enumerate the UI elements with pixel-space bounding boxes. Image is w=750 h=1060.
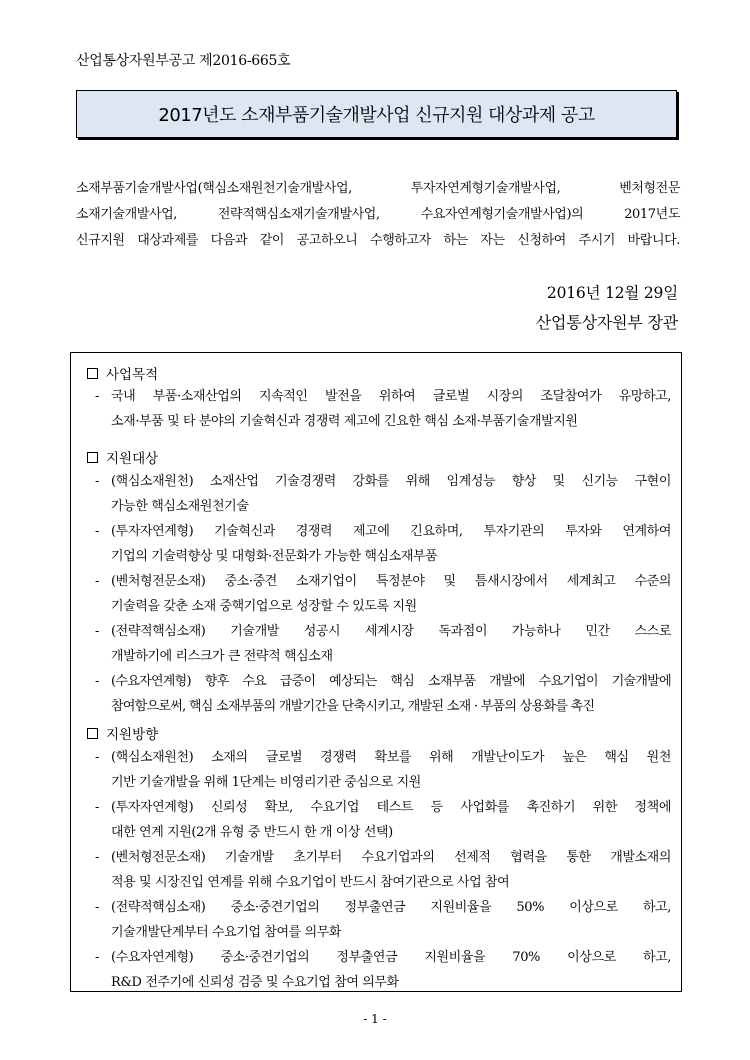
section-heading bbox=[87, 723, 158, 743]
intro-line: 소재기술개발사업, 전략적핵심소재기술개발사업, 수요자연계형기술개발사업)의 2017년도 bbox=[76, 207, 680, 222]
section-heading-label: 지원대상 bbox=[106, 451, 159, 467]
dash-bullet: - bbox=[95, 389, 99, 404]
dash-bullet: - bbox=[95, 474, 99, 489]
dash-bullet: - bbox=[95, 524, 99, 539]
item-line: 가능한 핵심소재원천기술 bbox=[111, 499, 249, 514]
dash-bullet: - bbox=[95, 750, 99, 765]
checkbox-square-icon bbox=[87, 728, 98, 739]
item-line: 대한 연계 지원(2개 유형 중 반드시 한 개 이상 선택) bbox=[111, 825, 393, 840]
dash-bullet: - bbox=[95, 900, 99, 915]
item-line: 기반 기술개발을 위해 1단계는 비영리기관 중심으로 지원 bbox=[111, 775, 421, 790]
list-item bbox=[95, 795, 671, 845]
item-line: (수요자연계형) 중소·중견기업의 정부출연금 지원비율을 70% 이상으로 하고, bbox=[111, 950, 671, 965]
notice-number: 산업통상자원부공고 제2016-665호 bbox=[76, 53, 291, 69]
intro-line: 소재부품기술개발사업(핵심소재원천기술개발사업, 투자자연계형기술개발사업, 벤처형전문 bbox=[76, 181, 680, 196]
checkbox-square-icon bbox=[87, 452, 98, 463]
intro-line: 신규지원 대상과제를 다음과 같이 공고하오니 수행하고자 하는 자는 신청하여 주시기 바랍니다. bbox=[76, 233, 680, 248]
item-line: (투자자연계형) 신뢰성 확보, 수요기업 테스트 등 사업화를 촉진하기 위한 정책에 bbox=[111, 800, 671, 815]
dash-bullet: - bbox=[95, 674, 99, 689]
item-line: R&D 전주기에 신뢰성 검증 및 수요기업 참여 의무화 bbox=[111, 975, 399, 990]
dash-bullet: - bbox=[95, 800, 99, 815]
item-line: (핵심소재원천) 소재의 글로벌 경쟁력 확보를 위해 개발난이도가 높은 핵심 원천 bbox=[111, 750, 671, 765]
item-line: (수요자연계형) 향후 수요 급증이 예상되는 핵심 소재부품 개발에 수요기업이 기술개발에 bbox=[111, 674, 671, 689]
item-line: 기업의 기술력향상 및 대형화·전문화가 가능한 핵심소재부품 bbox=[111, 549, 438, 564]
section-heading bbox=[87, 363, 158, 383]
title-box bbox=[76, 90, 677, 138]
dash-bullet: - bbox=[95, 574, 99, 589]
dash-bullet: - bbox=[95, 850, 99, 865]
item-line: 적용 및 시장진입 연계를 위해 수요기업이 반드시 참여기관으로 사업 참여 bbox=[111, 875, 510, 890]
content-box bbox=[70, 352, 682, 992]
list-item bbox=[95, 669, 671, 719]
item-line: 개발하기에 리스크가 큰 전략적 핵심소재 bbox=[111, 649, 333, 664]
item-line: (핵심소재원천) 소재산업 기술경쟁력 강화를 위해 임계성능 향상 및 신기능 구현이 bbox=[111, 474, 671, 489]
document-title: 2017년도 소재부품기술개발사업 신규지원 대상과제 공고 bbox=[158, 105, 595, 126]
list-item bbox=[95, 895, 671, 945]
item-line: 기술개발단계부터 수요기업 참여를 의무화 bbox=[111, 925, 342, 940]
list-item bbox=[95, 384, 671, 434]
signatory: 산업통상자원부 장관 bbox=[535, 313, 678, 332]
dash-bullet: - bbox=[95, 950, 99, 965]
list-item bbox=[95, 845, 671, 895]
list-item bbox=[95, 569, 671, 619]
section-heading-label: 지원방향 bbox=[106, 727, 159, 743]
section-heading bbox=[87, 447, 158, 467]
list-item bbox=[95, 619, 671, 669]
item-line: 참여함으로써, 핵심 소재부품의 개발기간을 단축시키고, 개발된 소재 · 부품의 상용화를 촉진 bbox=[111, 699, 595, 714]
item-line: 기술력을 갖춘 소재 중핵기업으로 성장할 수 있도록 지원 bbox=[111, 599, 417, 614]
item-line: (전략적핵심소재) 중소·중견기업의 정부출연금 지원비율을 50% 이상으로 하고, bbox=[111, 900, 671, 915]
item-line: 국내 부품·소재산업의 지속적인 발전을 위하여 글로벌 시장의 조달참여가 유망하고, bbox=[111, 389, 671, 404]
page-number: - 1 - bbox=[363, 1012, 387, 1026]
list-item bbox=[95, 519, 671, 569]
list-item bbox=[95, 945, 671, 995]
item-line: (벤처형전문소재) 중소·중견 소재기업이 특정분야 및 틈새시장에서 세계최고 수준의 bbox=[111, 574, 671, 589]
dash-bullet: - bbox=[95, 624, 99, 639]
item-line: (투자자연계형) 기술혁신과 경쟁력 제고에 긴요하며, 투자기관의 투자와 연계하여 bbox=[111, 524, 671, 539]
item-line: (벤처형전문소재) 기술개발 초기부터 수요기업과의 선제적 협력을 통한 개발소재의 bbox=[111, 850, 671, 865]
item-line: (전략적핵심소재) 기술개발 성공시 세계시장 독과점이 가능하나 민간 스스로 bbox=[111, 624, 671, 639]
intro-paragraph bbox=[76, 176, 680, 254]
list-item bbox=[95, 469, 671, 519]
checkbox-square-icon bbox=[87, 368, 98, 379]
list-item bbox=[95, 745, 671, 795]
announcement-date: 2016년 12월 29일 bbox=[546, 284, 678, 302]
section-heading-label: 사업목적 bbox=[106, 367, 159, 383]
item-line: 소재·부품 및 타 분야의 기술혁신과 경쟁력 제고에 긴요한 핵심 소재·부품기술개발지원 bbox=[111, 414, 578, 429]
